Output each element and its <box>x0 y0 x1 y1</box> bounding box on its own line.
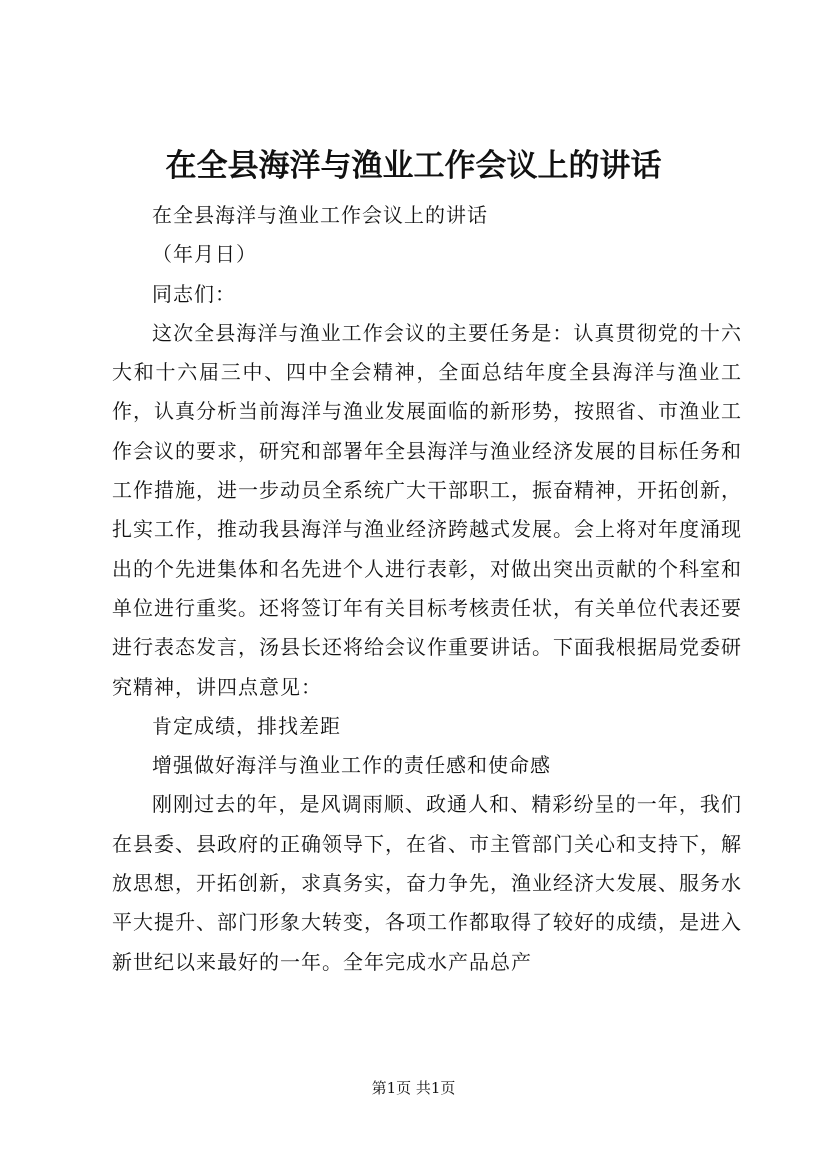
body-paragraph: 刚刚过去的年，是风调雨顺、政通人和、精彩纷呈的一年，我们在县委、县政府的正确领导下，在省、市主管部门关心和支持下，解放思想，开拓创新，求真务实，奋力争先，渔业经济大发展、服务水平大提升、部门形象大转变，各项工作都取得了较好的成绩，是进入新世纪以来最好的一年。全年完成水产品总产 <box>112 792 742 974</box>
section-heading: 增强做好海洋与渔业工作的责任感和使命感 <box>152 753 551 778</box>
document-body <box>112 196 742 982</box>
date-paragraph: （年月日） <box>152 242 257 267</box>
page-footer: 第1页 共1页 <box>371 1079 456 1097</box>
section-heading: 肯定成绩，排找差距 <box>152 713 341 738</box>
salutation-paragraph: 同志们： <box>152 281 236 306</box>
body-paragraph: 这次全县海洋与渔业工作会议的主要任务是：认真贯彻党的十六大和十六届三中、四中全会精神，全面总结年度全县海洋与渔业工作，认真分析当前海洋与渔业发展面临的新形势，按照省、市渔业工作会议的要求，研究和部署年全县海洋与渔业经济发展的目标任务和工作措施，进一步动员全系统广大干部职工，振奋精神，开拓创新，扎实工作，推动我县海洋与渔业经济跨越式发展。会上将对年度涌现出的个先进集体和名先进个人进行表彰，对做出突出贡献的个科室和单位进行重奖。还将签订年有关目标考核责任状，有关单位代表还要进行表态发言，汤县长还将给会议作重要讲话。下面我根据局党委研究精神，讲四点意见： <box>112 320 742 699</box>
document-title: 在全县海洋与渔业工作会议上的讲话 <box>165 148 662 184</box>
subtitle-paragraph: 在全县海洋与渔业工作会议上的讲话 <box>152 203 488 227</box>
